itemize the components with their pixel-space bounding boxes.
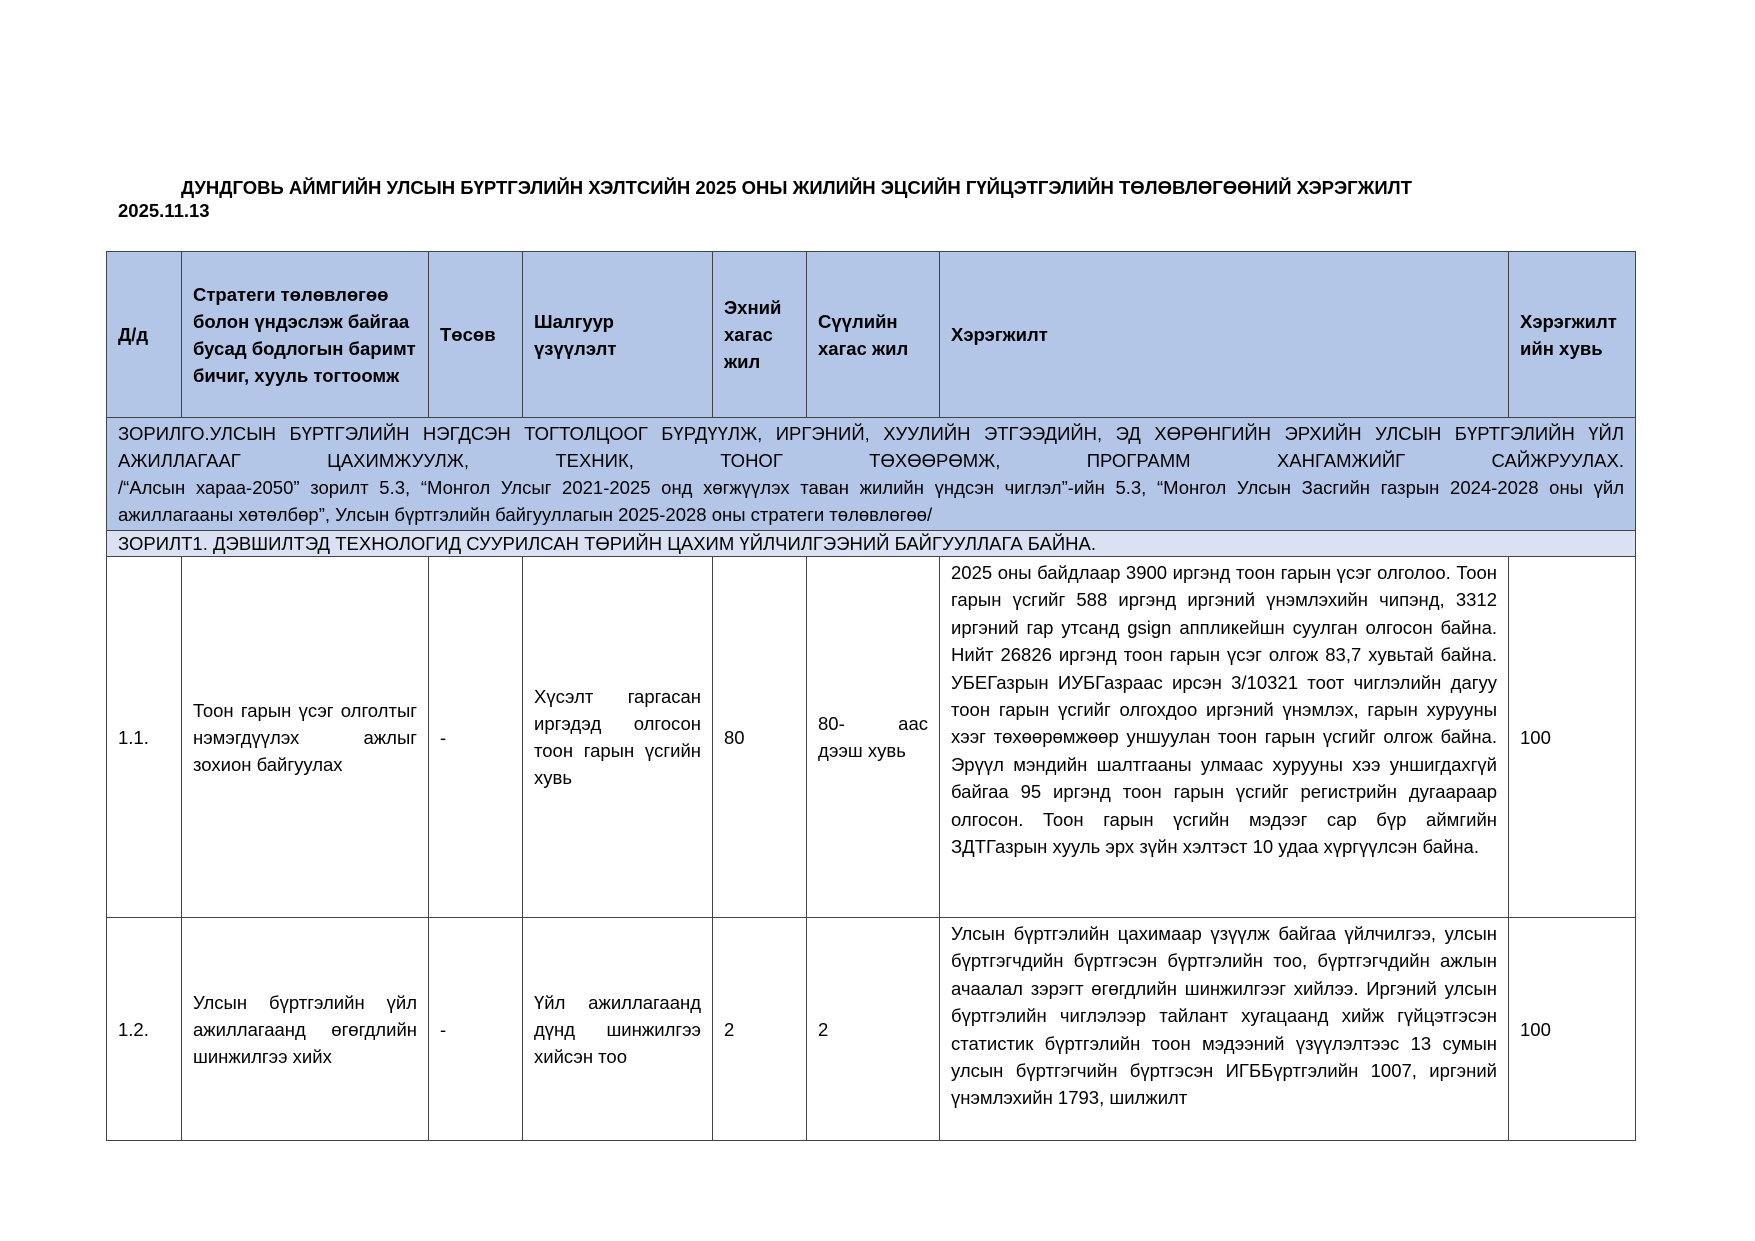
row-number: 1.2. [107, 918, 182, 1141]
row-number: 1.1. [107, 557, 182, 918]
document-title: ДУНДГОВЬ АЙМГИЙН УЛСЫН БҮРТГЭЛИЙН ХЭЛТСИЙН 2025 ОНЫ ЖИЛИЙН ЭЦСИЙН ГҮЙЦЭТГЭЛИЙН ТӨЛӨВЛӨГӨӨНИЙ ХЭРЭГЖИЛТ [181, 177, 1412, 198]
goal-text: ЗОРИЛГО.УЛСЫН БҮРТГЭЛИЙН НЭГДСЭН ТОГТОЛЦООГ БҮРДҮҮЛЖ, ИРГЭНИЙ, ХУУЛИЙН ЭТГЭЭДИЙН, ЭД ХӨРӨНГИЙН ЭРХИЙН УЛСЫН БҮРТГЭЛИЙН ҮЙЛ АЖИЛЛАГААГ ЦАХИМЖУУЛЖ, ТЕХНИК, ТОНОГ ТӨХӨӨРӨМЖ, ПРОГРАММ ХАНГАМЖИЙГ САЙЖРУУЛАХ. [118, 423, 1624, 471]
row-percent: 100 [1509, 557, 1636, 918]
row-budget: - [429, 918, 523, 1141]
row-percent: 100 [1509, 918, 1636, 1141]
header-indicator: Шалгуур үзүүлэлт [523, 252, 713, 418]
header-percent: Хэрэгжилтийн хувь [1509, 252, 1636, 418]
header-budget: Төсөв [429, 252, 523, 418]
objective-text: ЗОРИЛТ1. ДЭВШИЛТЭД ТЕХНОЛОГИД СУУРИЛСАН ТӨРИЙН ЦАХИМ ҮЙЛЧИЛГЭЭНИЙ БАЙГУУЛЛАГА БАЙНА. [107, 531, 1636, 557]
row-second-half: 2 [807, 918, 940, 1141]
row-strategy: Тоон гарын үсэг олголтыг нэмэгдүүлэх ажлыг зохион байгуулах [182, 557, 429, 918]
header-row [107, 252, 1636, 418]
row-budget: - [429, 557, 523, 918]
row-result: 2025 оны байдлаар 3900 иргэнд тоон гарын үсэг олголоо. Тоон гарын үсгийг 588 иргэнд иргэний үнэмлэхийн чипэнд, 3312 иргэний гар утсанд gsign аппликейшн суулган олгосон байна. Нийт 26826 иргэнд тоон гарын үсэг олгож 83,7 хувьтай байна. УБЕГазрын ИУБГазраас ирсэн 3/10321 тоот чиглэлийн дагуу тоон гарын үсгийг олгохдоо иргэний үнэмлэх, гарын хурууны хээг төхөөрөмжөөр уншуулан тоон гарын үсгийг олгож байна. Эрүүл мэндийн шалтгааны улмаас хурууны хээ уншигдахгүй байгаа 95 иргэнд тоон гарын үсгийг регистрийн дугаараар олгосон. Тоон гарын үсгийн мэдээг сар бүр аймгийн ЗДТГазрын хууль эрх зүйн хэлтэст 10 удаа хүргүүлсэн байна. [940, 557, 1509, 918]
row-result: Улсын бүртгэлийн цахимаар үзүүлж байгаа үйлчилгээ, улсын бүртгэгчдийн бүртгэсэн бүртгэлийн тоо, бүртгэгчдийн ажлын ачаалал зэрэгт өгөгдлийн шинжилгээг хийлээ. Иргэний улсын бүртгэлийн чиглэлээр тайлант хугацаанд хийж гүйцэтгэсэн статистик бүртгэлийн тоон мэдээний үзүүлэлтээс 13 сумын улсын бүртгэгчийн бүртгэсэн ИГББүртгэлийн 1007, иргэний үнэмлэхийн 1793, шилжилт [940, 918, 1509, 1141]
table-row [107, 557, 1636, 918]
row-strategy: Улсын бүртгэлийн үйл ажиллагаанд өгөгдлийн шинжилгээ хийх [182, 918, 429, 1141]
row-second-half: 80- аас дээш хувь [807, 557, 940, 918]
header-result: Хэрэгжилт [940, 252, 1509, 418]
header-number: Д/д [107, 252, 182, 418]
goal-references: /“Алсын хараа-2050” зорилт 5.3, “Монгол Улсыг 2021-2025 онд хөгжүүлэх таван жилийн үндсэн чиглэл”-ийн 5.3, “Монгол Улсын Засгийн газрын 2024-2028 оны үйл ажиллагааны хөтөлбөр”, Улсын бүртгэлийн байгууллагын 2025-2028 оны стратеги төлөвлөгөө/ [118, 477, 1624, 525]
row-indicator: Үйл ажиллагаанд дүнд шинжилгээ хийсэн тоо [523, 918, 713, 1141]
objective-row [107, 531, 1636, 557]
goal-row [107, 418, 1636, 531]
document-title-block [118, 176, 1638, 222]
header-first-half: Эхний хагас жил [713, 252, 807, 418]
plan-table [106, 251, 1636, 1141]
table-row [107, 918, 1636, 1141]
header-strategy: Стратеги төлөвлөгөө болон үндэслэж байгаа бусад бодлогын баримт бичиг, хууль тогтоомж [182, 252, 429, 418]
goal-cell [107, 418, 1636, 531]
row-indicator: Хүсэлт гаргасан иргэдэд олгосон тоон гарын үсгийн хувь [523, 557, 713, 918]
row-first-half: 2 [713, 918, 807, 1141]
header-second-half: Сүүлийн хагас жил [807, 252, 940, 418]
row-first-half: 80 [713, 557, 807, 918]
document-date: 2025.11.13 [118, 200, 210, 221]
